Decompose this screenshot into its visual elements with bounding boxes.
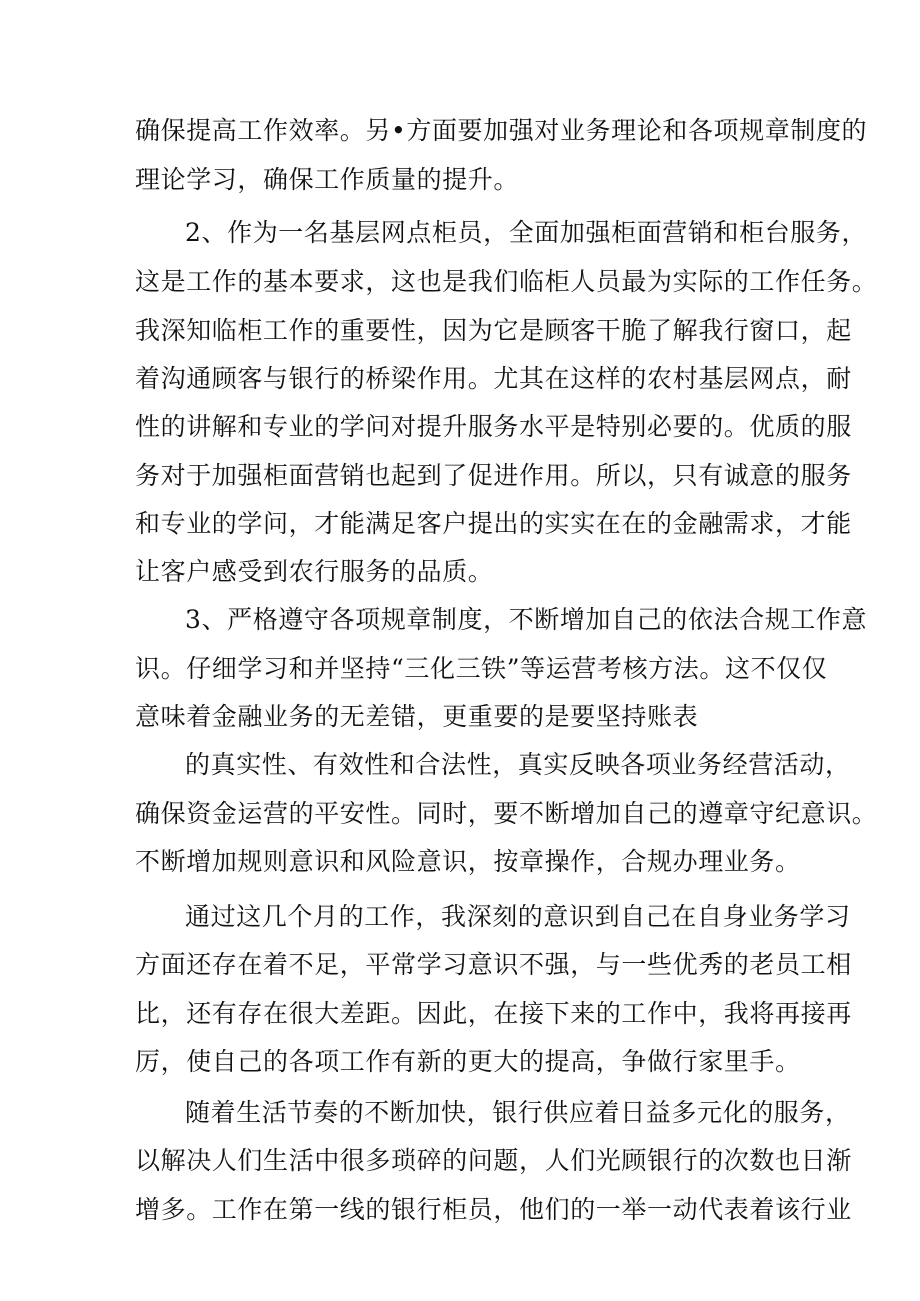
paragraph-2-start: 2、作为一名基层网点柜员，全面加强柜面营销和柜台服务， bbox=[185, 218, 868, 247]
text-line: 增多。工作在第一线的银行柜员，他们的一举一动代表着该行业 bbox=[135, 1195, 852, 1224]
text-line: 的真实性、有效性和合法性，真实反映各项业务经营活动， bbox=[185, 750, 851, 779]
text-line: 方面还存在着不足，平常学习意识不强，与一些优秀的老员工相 bbox=[135, 950, 852, 979]
text-line: 我深知临柜工作的重要性，因为它是顾客干脆了解我行窗口，起 bbox=[135, 316, 852, 345]
text-line: 以解决人们生活中很多琐碎的问题，人们光顾银行的次数也日渐 bbox=[135, 1146, 852, 1175]
text-line: 和专业的学问，才能满足客户提出的实实在在的金融需求，才能 bbox=[135, 509, 852, 538]
text-line: 确保资金运营的平安性。同时，要不断增加自己的遵章守纪意识。 bbox=[135, 799, 878, 828]
text-line: 让客户感受到农行服务的品质。 bbox=[135, 557, 494, 586]
paragraph-3-start: 3、严格遵守各项规章制度，不断增加自己的依法合规工作意 bbox=[185, 605, 868, 634]
text-line: 务对于加强柜面营销也起到了促进作用。所以，只有诚意的服务 bbox=[135, 461, 852, 490]
text-line: 不断增加规则意识和风险意识，按章操作，合规办理业务。 bbox=[135, 847, 801, 876]
text-line: 识。仔细学习和并坚持“三化三铁”等运营考核方法。这不仅仅 bbox=[135, 654, 828, 683]
text-line: 理论学习，确保工作质量的提升。 bbox=[135, 165, 520, 194]
text-line: 意味着金融业务的无差错，更重要的是要坚持账表 bbox=[135, 702, 699, 731]
text-line: 比，还有存在很大差距。因此，在接下来的工作中，我将再接再 bbox=[135, 999, 852, 1028]
paragraph-final-start: 随着生活节奏的不断加快，银行供应着日益多元化的服务， bbox=[185, 1098, 851, 1127]
text-line: 厉，使自己的各项工作有新的更大的提高，争做行家里手。 bbox=[135, 1047, 801, 1076]
text-line: 性的讲解和专业的学问对提升服务水平是特别必要的。优质的服 bbox=[135, 412, 852, 441]
text-line: 着沟通顾客与银行的桥梁作用。尤其在这样的农村基层网点，耐 bbox=[135, 364, 852, 393]
text-line: 这是工作的基本要求，这也是我们临柜人员最为实际的工作任务。 bbox=[135, 267, 878, 296]
text-line: 确保提高工作效率。另•方面要加强对业务理论和各项规章制度的 bbox=[135, 116, 868, 145]
paragraph-summary-start: 通过这几个月的工作，我深刻的意识到自己在自身业务学习 bbox=[185, 902, 851, 931]
